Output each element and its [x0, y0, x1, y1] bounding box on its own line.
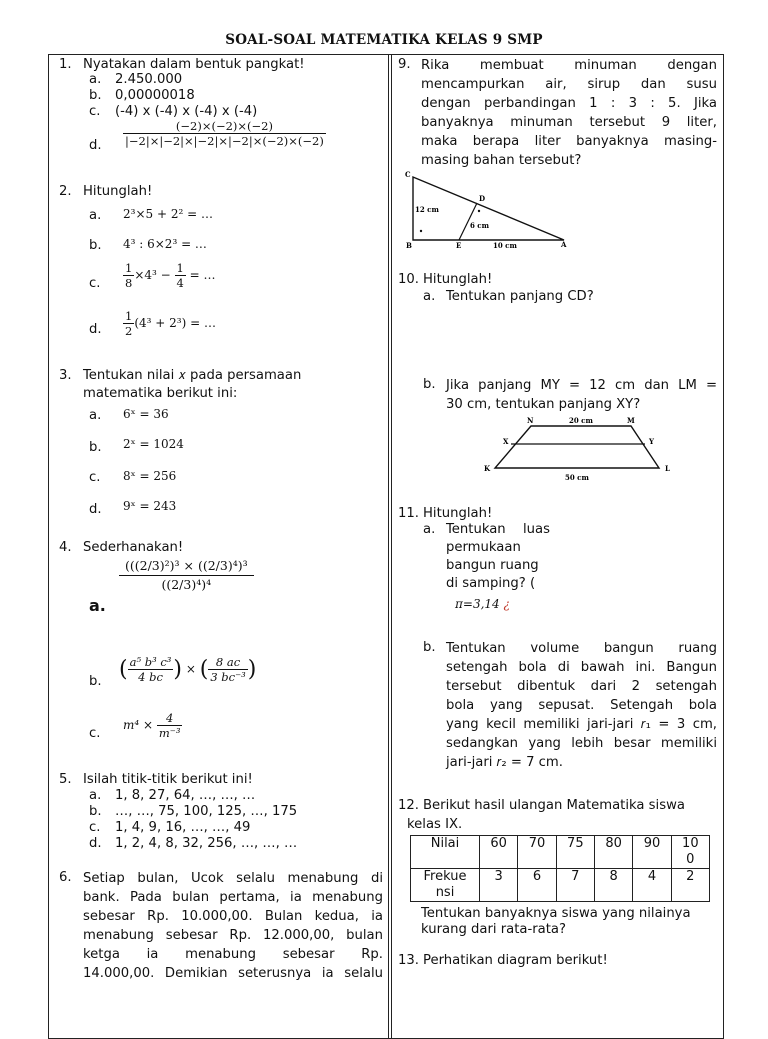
score-table — [410, 835, 710, 902]
q4-b-f2-num: 8 ac — [208, 655, 247, 670]
table-cell: Nilai — [411, 836, 480, 869]
table-cell — [411, 869, 480, 902]
q11-b-line: sedangkan yang lebih besar memiliki — [446, 736, 717, 751]
q1-label-c: c. — [89, 104, 101, 119]
table-row — [411, 836, 710, 869]
q12-line1: Berikut hasil ulangan Matematika siswa — [423, 798, 685, 813]
q5-label-c: c. — [89, 820, 101, 835]
q5-label-a: a. — [89, 788, 102, 803]
q9-line: Rika membuat minuman dengan — [421, 58, 717, 73]
table-cell: 60 — [480, 836, 518, 869]
q2-label-a: a. — [89, 208, 102, 223]
q2-text: Hitunglah! — [83, 184, 153, 199]
label-c: C — [405, 170, 411, 179]
label-m: M — [627, 416, 635, 425]
q9-line: mencampurkan air, sirup dan susu — [421, 77, 717, 92]
q9-line: masing bahan tersebut? — [421, 153, 582, 168]
q11-pi — [455, 595, 510, 613]
q1-a: 2.450.000 — [115, 72, 183, 87]
label-20cm: 20 cm — [569, 416, 593, 425]
q5-b: …, …, 75, 100, 125, …, 175 — [115, 804, 298, 819]
q1-b: 0,00000018 — [115, 88, 195, 103]
q4-c — [123, 711, 182, 740]
table-cell: 70 — [518, 836, 556, 869]
q10-number: 10. — [398, 272, 419, 287]
q2-d-rest: (4³ + 2³) = … — [134, 316, 216, 330]
label-k: K — [484, 464, 491, 473]
q1-label-b: b. — [89, 88, 102, 103]
table-cell: 8 — [594, 869, 632, 902]
q2-c-middle: ×4³ − — [134, 268, 175, 282]
cell-part: Frekue — [423, 869, 467, 884]
q3-a: 6ˣ = 36 — [123, 407, 169, 421]
q11-b-line: setengah bola di bawah ini. Bangun — [446, 660, 717, 675]
q4-c-den: m⁻³ — [158, 726, 181, 740]
q3-line1: Tentukan nilai 𝑥 pada persamaan — [83, 368, 302, 383]
q12-number: 12. — [398, 798, 419, 813]
q3-label-d: d. — [89, 502, 102, 517]
table-row — [411, 869, 710, 902]
q3-c: 8ˣ = 256 — [123, 469, 177, 483]
q2-label-c: c. — [89, 276, 101, 291]
table-cell: 7 — [556, 869, 594, 902]
q1-d-denominator: |−2|×|−2|×|−2|×|−2|×(−2)×(−2) — [125, 134, 324, 148]
q1-label-a: a. — [89, 72, 102, 87]
q4-a-denominator: ((2/3)⁴)⁴ — [161, 577, 212, 592]
table-cell: 90 — [633, 836, 671, 869]
table-cell: 4 — [633, 869, 671, 902]
q9-line: maka berapa liter banyaknya masing- — [421, 134, 717, 149]
q1-d-numerator: (−2)×(−2)×(−2) — [123, 119, 326, 134]
q4-b-f2-den: 3 bc⁻³ — [210, 670, 246, 684]
right-angle-dot — [420, 230, 422, 232]
q9-line: banyaknya minuman tersebut 9 liter, — [421, 115, 717, 130]
triangle-figure — [401, 167, 571, 251]
q11-label-b: b. — [423, 640, 436, 655]
q13-number: 13. — [398, 953, 419, 968]
table-cell: 75 — [556, 836, 594, 869]
label-d: D — [479, 194, 486, 203]
label-50cm: 50 cm — [565, 473, 589, 482]
q11-label-a: a. — [423, 522, 436, 537]
q5-text: Isilah titik-titik berikut ini! — [83, 772, 253, 787]
q5-label-b: b. — [89, 804, 102, 819]
q2-label-b: b. — [89, 238, 102, 253]
q11-a-line: permukaan — [446, 540, 521, 555]
q11-b-line: jari-jari 𝑟₂ = 7 cm. — [446, 755, 563, 770]
column-divider — [391, 55, 392, 1038]
q1-c: (-4) x (-4) x (-4) x (-4) — [115, 104, 258, 119]
q12-line2: kelas IX. — [407, 817, 463, 832]
q11-number: 11. — [398, 506, 419, 521]
q4-b: ( $\frac{\text{a⁵ b³ c³}}{4 bc}$ ) × ( $\frac{8 ac}{\text{3 bc⁻³}}$ ) — [119, 655, 257, 684]
q2-d: $\frac{1}{2}$ (4³ + 2³) = … — [125, 309, 216, 338]
cell-part: 0 — [686, 852, 695, 867]
trapezoid-figure — [481, 415, 681, 483]
q9-number: 9. — [398, 57, 411, 72]
cell-part: nsi — [435, 885, 455, 900]
q11-b-line: Tentukan volume bangun ruang — [446, 641, 717, 656]
q9-body — [421, 56, 717, 170]
q6-body — [83, 869, 383, 983]
q1-number: 1. — [59, 57, 72, 72]
q6-line: Setiap bulan, Ucok selalu menabung di — [83, 871, 383, 886]
q12-after1: Tentukan banyaknya siswa yang nilainya — [421, 906, 691, 921]
q10-label-a: a. — [423, 289, 436, 304]
q6-number: 6. — [59, 870, 72, 885]
q6-line: 14.000,00. Demikian seterusnya ia selalu — [83, 966, 383, 981]
q2-b: 4³ : 6×2³ = … — [123, 237, 207, 251]
q4-c-base: m⁴ × — [123, 718, 157, 732]
q12-after2: kurang dari rata-rata? — [421, 922, 567, 937]
q2-number: 2. — [59, 184, 72, 199]
table-cell: 3 — [480, 869, 518, 902]
q3-label-a: a. — [89, 408, 102, 423]
q4-b-f1-num: a⁵ b³ c³ — [129, 655, 172, 669]
label-10cm: 10 cm — [493, 241, 517, 250]
q4-c-num: 4 — [157, 711, 183, 726]
q6-line: menabung sebesar Rp. 12.000,00, bulan — [83, 928, 383, 943]
label-n: N — [527, 416, 534, 425]
page-title: SOAL-SOAL MATEMATIKA KELAS 9 SMP — [225, 32, 543, 48]
table-cell — [671, 836, 709, 869]
q10-a: Tentukan panjang CD? — [446, 289, 594, 304]
q2-a: 2³×5 + 2² = … — [123, 207, 213, 221]
q1-d-fraction — [123, 119, 326, 148]
q11-b-line: tersebut dibentuk dari 2 setengah — [446, 679, 717, 694]
q6-line: bank. Pada bulan pertama, ia menabung — [83, 890, 383, 905]
label-l: L — [665, 464, 670, 473]
q4-number: 4. — [59, 540, 72, 555]
q4-a-fraction — [119, 557, 254, 594]
q11-b-body — [446, 639, 717, 772]
q1-label-d: d. — [89, 138, 102, 153]
q10-text: Hitunglah! — [423, 272, 493, 287]
q4-label-a: a. — [89, 596, 106, 615]
q5-d: 1, 2, 4, 8, 32, 256, …, …, … — [115, 836, 298, 851]
q13-text: Perhatikan diagram berikut! — [423, 953, 608, 968]
q11-pi-mark: ¿ — [503, 597, 510, 611]
q4-label-b: b. — [89, 674, 102, 689]
q2-c: $\frac{1}{8}$ ×4³ − $\frac{1}{4}$ = … — [125, 261, 216, 290]
q10-b-line: 30 cm, tentukan panjang XY? — [446, 397, 641, 412]
q4-a-numerator: (((2/3)²)³ × ((2/3)⁴)³ — [119, 557, 254, 576]
label-6cm: 6 cm — [470, 221, 489, 230]
q11-a-line: bangun ruang — [446, 558, 539, 573]
q11-pi-value: π=3,14 — [455, 597, 500, 611]
label-e: E — [456, 241, 462, 250]
q4-b-f1-den: 4 bc — [138, 670, 163, 684]
cell-part: 10 — [682, 836, 699, 851]
label-12cm: 12 cm — [415, 205, 439, 214]
trapezoid-shape — [495, 426, 659, 468]
q6-line: sebesar Rp. 10.000,00. Bulan kedua, ia — [83, 909, 383, 924]
q5-label-d: d. — [89, 836, 102, 851]
q11-a-body — [446, 521, 550, 593]
q11-b-line: bola yang sepusat. Setengah bola — [446, 698, 717, 713]
q3-b: 2ˣ = 1024 — [123, 437, 184, 451]
label-y: Y — [649, 437, 654, 446]
table-cell: 2 — [671, 869, 709, 902]
q4-label-c: c. — [89, 726, 101, 741]
q2-label-d: d. — [89, 322, 102, 337]
label-b: B — [406, 241, 412, 250]
q3-number: 3. — [59, 368, 72, 383]
q11-a-line: di samping? ( — [446, 576, 536, 591]
q1-text: Nyatakan dalam bentuk pangkat! — [83, 57, 305, 72]
table-cell: 6 — [518, 869, 556, 902]
q6-line: ketga ia menabung sebesar Rp. — [83, 947, 383, 962]
column-divider — [388, 55, 389, 1038]
q11-a-line: Tentukan luas — [446, 522, 550, 537]
q11-b-line: yang kecil memiliki jari-jari 𝑟₁ = 3 cm, — [446, 717, 717, 732]
q10-label-b: b. — [423, 377, 436, 392]
q5-number: 5. — [59, 772, 72, 787]
q2-c-end: = … — [185, 268, 216, 282]
q5-c: 1, 4, 9, 16, …, …, 49 — [115, 820, 251, 835]
label-a: A — [561, 240, 567, 249]
q3-label-c: c. — [89, 470, 101, 485]
q9-line: dengan perbandingan 1 : 3 : 5. Jika — [421, 96, 717, 111]
table-cell: 80 — [594, 836, 632, 869]
q3-label-b: b. — [89, 440, 102, 455]
q5-a: 1, 8, 27, 64, …, …, … — [115, 788, 256, 803]
q3-d: 9ˣ = 243 — [123, 499, 177, 513]
q4-text: Sederhanakan! — [83, 540, 184, 555]
right-angle-dot — [478, 210, 480, 212]
label-x: X — [503, 437, 509, 446]
question-sheet — [48, 54, 724, 1039]
q3-line2: matematika berikut ini: — [83, 386, 238, 401]
q10-b-line: Jika panjang MY = 12 cm dan LM = — [446, 378, 717, 393]
q10-b-body — [446, 376, 717, 414]
q11-text: Hitunglah! — [423, 506, 493, 521]
